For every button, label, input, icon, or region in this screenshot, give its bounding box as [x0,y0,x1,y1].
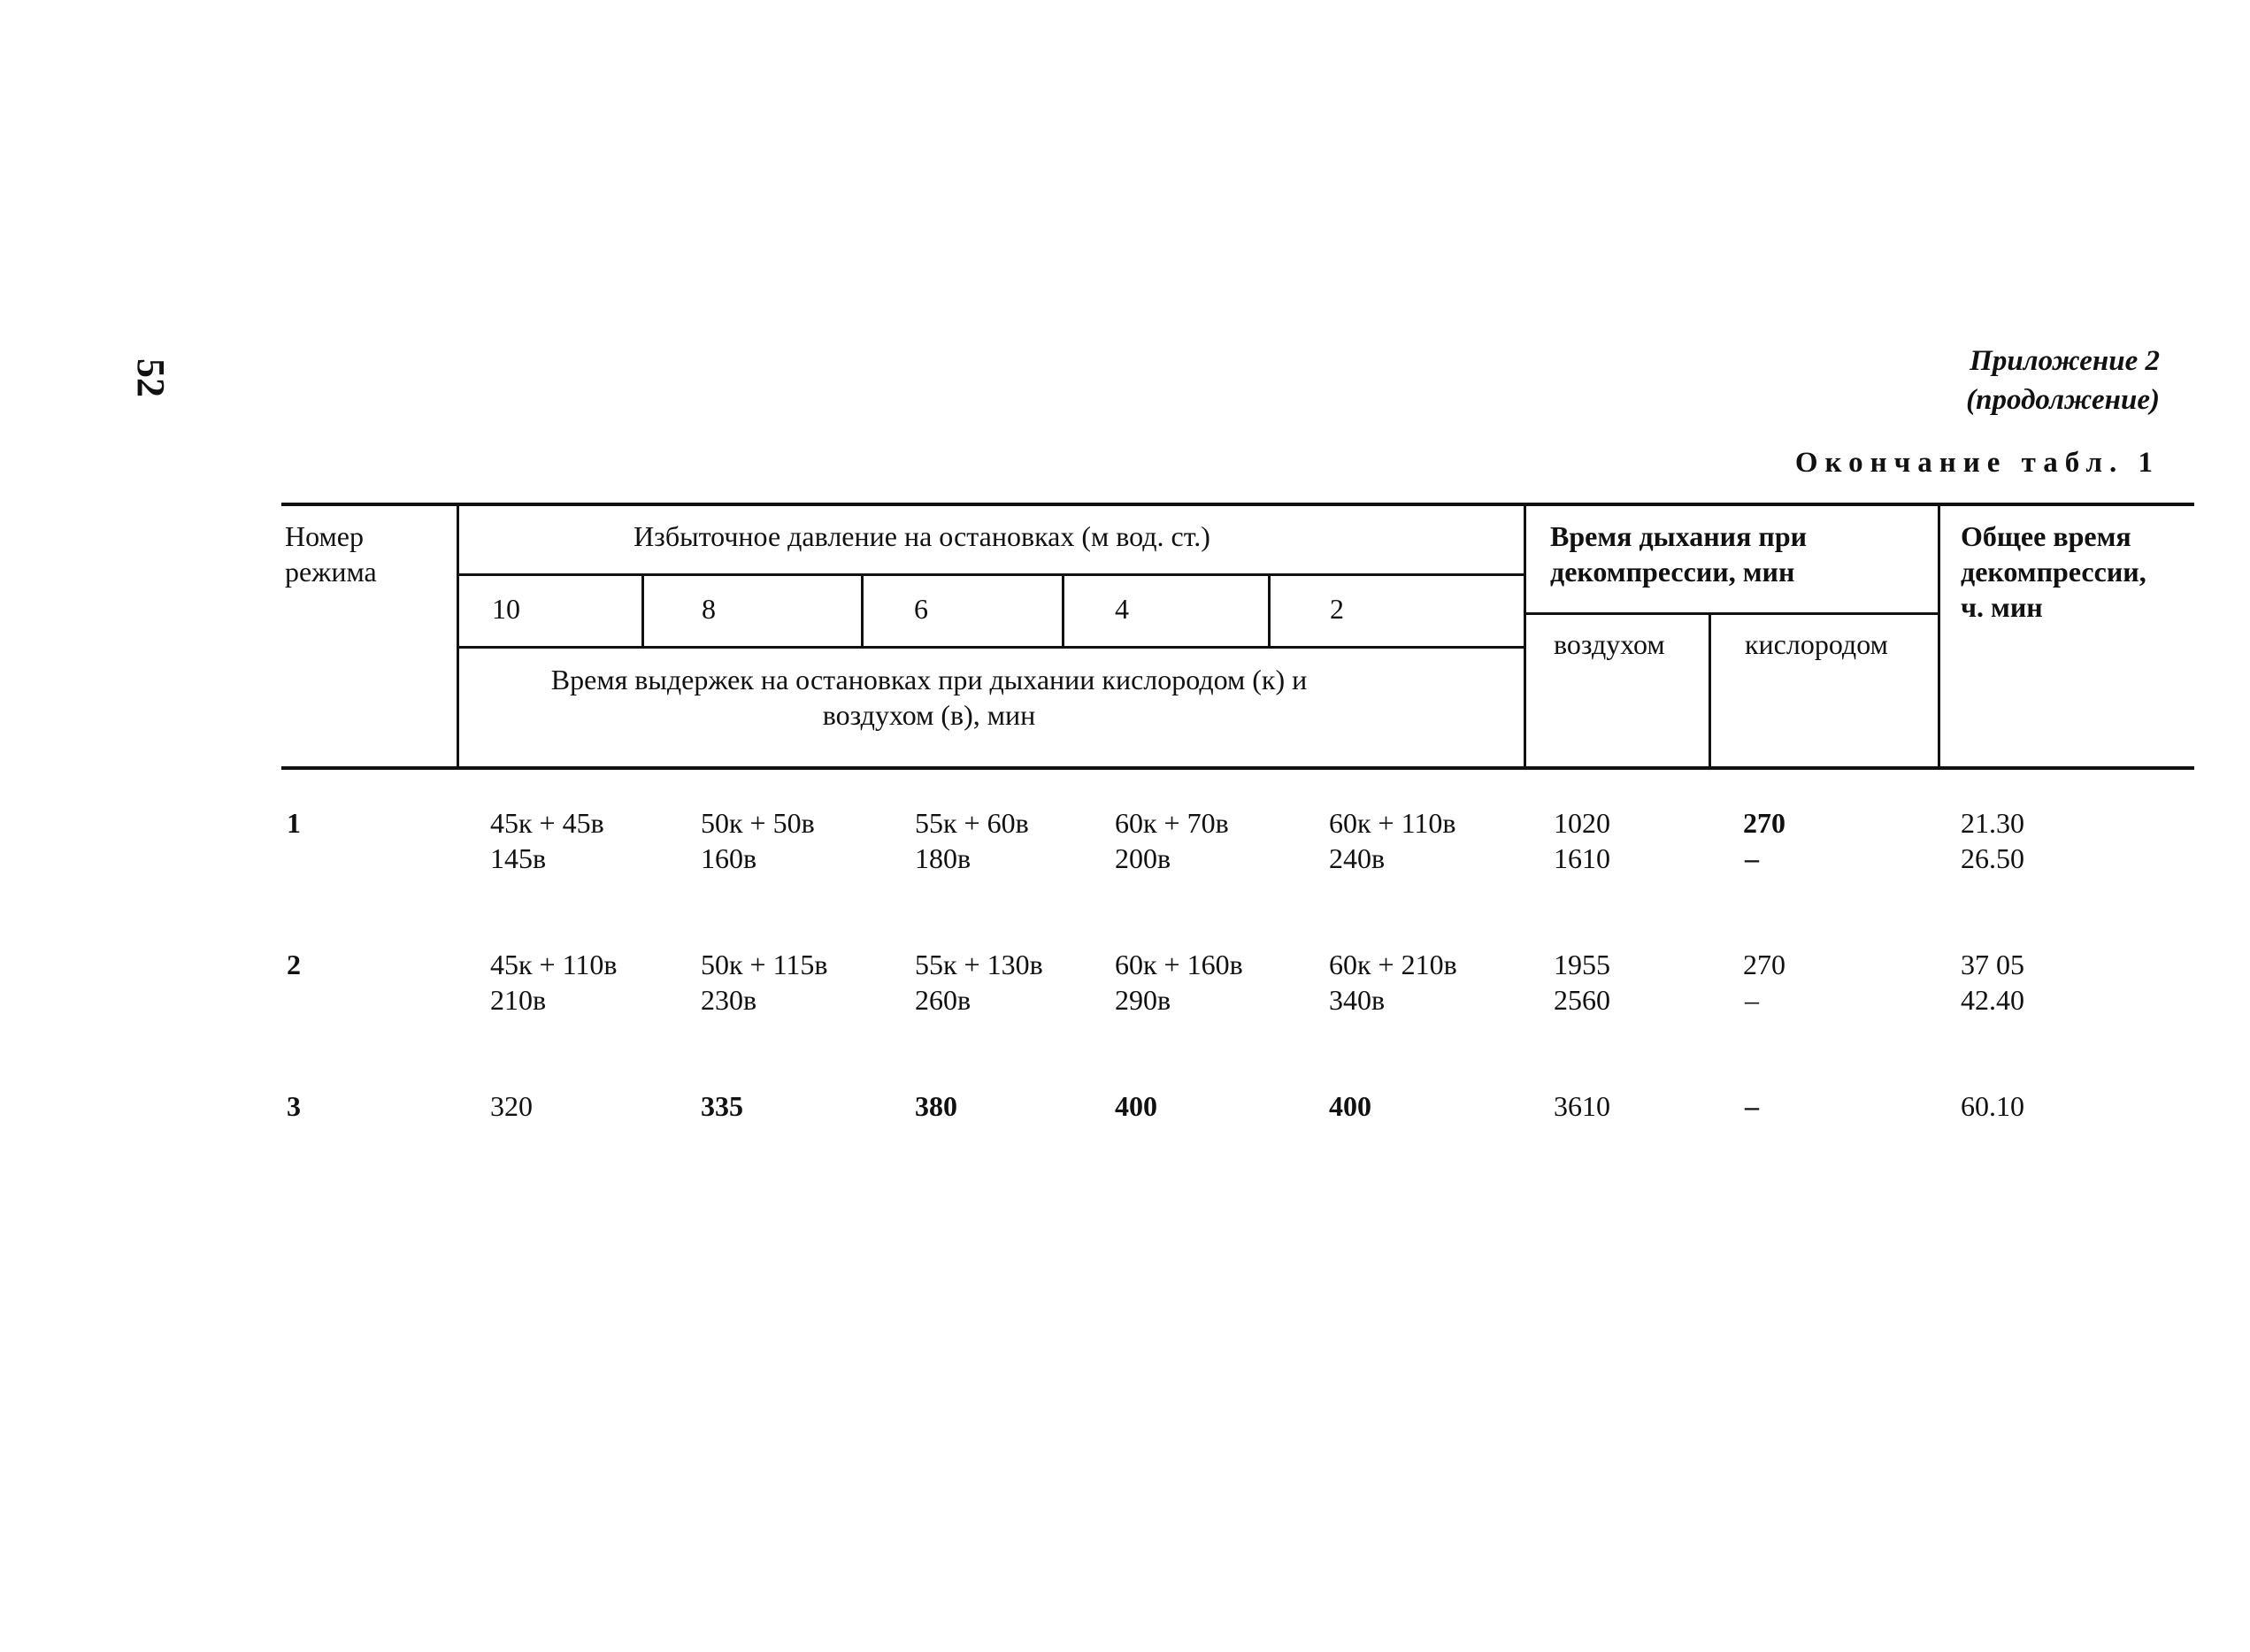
pressure-header-rule [457,573,1525,576]
cell-p10-line2: 145в [490,842,547,874]
cell-p4-line1: 60к + 160в [1115,949,1243,980]
cell-p6-line1: 55к + 130в [915,949,1043,980]
cell-air-line2: 2560 [1554,984,1610,1016]
cell-p4-line1: 60к + 70в [1115,807,1229,839]
air-oxygen-divider [1709,612,1711,768]
cell-p10-line1: 45к + 110в [490,949,618,980]
header-regime: Номер режима [285,520,377,588]
cell-p6-line2: 260в [915,984,971,1016]
cell-p4: 400 [1115,1090,1157,1122]
cell-total-line2: 26.50 [1961,842,2024,874]
cell-total-line1: 21.30 [1961,807,2024,839]
header-hold-time: Время выдержек на остановках при дыхании кислородом (к) и воздухом (в), мин [550,664,1308,731]
header-bottom-rule [281,766,2194,770]
header-pressure-8: 8 [702,593,716,625]
header-total: Общее время декомпрессии, ч. мин [1961,520,2146,623]
cell-p2: 400 [1329,1090,1371,1122]
cell-p8-line1: 50к + 50в [701,807,815,839]
pressure-values-rule [457,646,1525,649]
cell-air: 3610 [1554,1090,1610,1122]
cell-air-line1: 1955 [1554,949,1610,980]
cell-p6: 380 [915,1090,957,1122]
row-number: 2 [287,949,301,980]
header-pressure-10: 10 [492,593,520,625]
header-pressure-title: Избыточное давление на остановках (м вод. ст.) [634,520,1210,552]
pressure-col-divider-4 [1268,573,1271,648]
cell-p2-line2: 340в [1329,984,1386,1016]
cell-p2-line2: 240в [1329,842,1386,874]
cell-oxygen: – [1745,1090,1759,1122]
cell-p10: 320 [490,1090,533,1122]
header-air: воздухом [1554,628,1665,660]
header-oxygen: кислородом [1745,628,1888,660]
cell-p10-line1: 45к + 45в [490,807,604,839]
cell-p4-line2: 290в [1115,984,1171,1016]
cell-total: 60.10 [1961,1090,2024,1122]
cell-p2-line1: 60к + 210в [1329,949,1457,980]
row-number: 3 [287,1090,301,1122]
total-col-divider [1938,503,1940,768]
cell-p6-line1: 55к + 60в [915,807,1029,839]
table-caption: Окончание табл. 1 [1794,447,2160,479]
breathing-col-divider [1524,503,1526,768]
header-pressure-4: 4 [1115,593,1129,625]
pressure-col-divider-1 [641,573,644,648]
cell-oxygen-line2: – [1745,984,1759,1016]
pressure-col-divider-2 [861,573,864,648]
cell-oxygen-line1: 270 [1743,949,1785,980]
row-number: 1 [287,807,301,839]
regime-col-divider [457,503,459,768]
cell-p8: 335 [701,1090,743,1122]
cell-p4-line2: 200в [1115,842,1171,874]
cell-p8-line2: 160в [701,842,757,874]
cell-p8-line2: 230в [701,984,757,1016]
cell-total-line2: 42.40 [1961,984,2024,1016]
header-pressure-6: 6 [914,593,928,625]
header-breathing-title: Время дыхания при декомпрессии, мин [1550,520,1808,588]
cell-p2-line1: 60к + 110в [1329,807,1456,839]
cell-p10-line2: 210в [490,984,547,1016]
breathing-header-rule [1525,612,1939,615]
page-number: 52 [129,358,173,397]
cell-air-line1: 1020 [1554,807,1610,839]
table-top-rule [281,503,2194,506]
header-pressure-2: 2 [1330,593,1344,625]
cell-p8-line1: 50к + 115в [701,949,828,980]
cell-p6-line2: 180в [915,842,971,874]
cell-air-line2: 1610 [1554,842,1610,874]
cell-total-line1: 37 05 [1961,949,2024,980]
appendix-line-2: (продолжение) [1966,384,2160,416]
cell-oxygen-line2: – [1745,842,1759,874]
pressure-col-divider-3 [1062,573,1064,648]
cell-oxygen-line1: 270 [1743,807,1785,839]
appendix-line-1: Приложение 2 [1970,345,2160,377]
